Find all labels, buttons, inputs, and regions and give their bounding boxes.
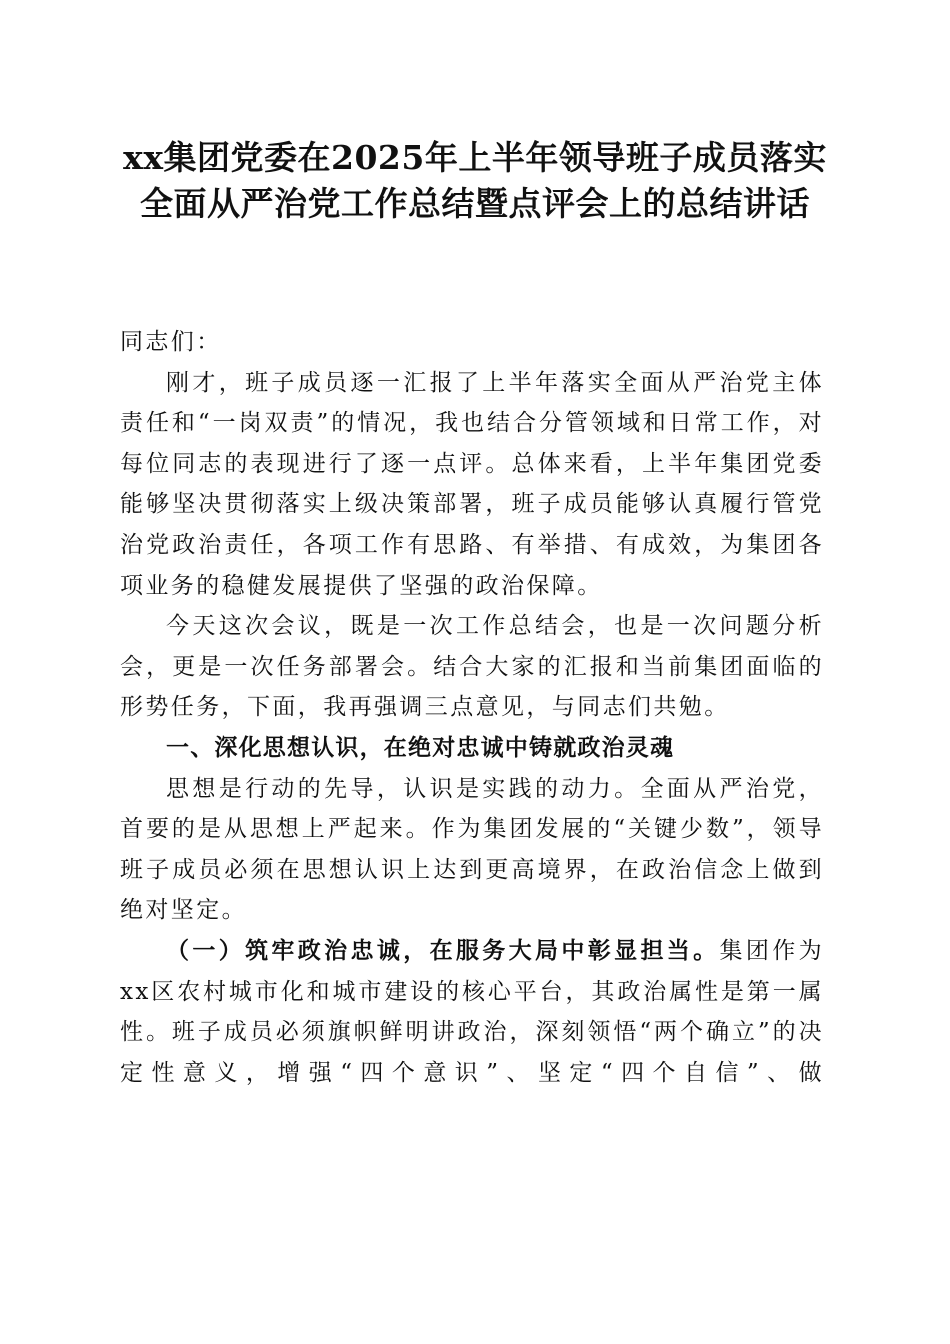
subsection-label-1: （一）筑牢政治忠诚，在服务大局中彰显担当。 — [166, 936, 720, 964]
document-body — [120, 322, 824, 1093]
section-heading-1: 一、深化思想认识，在绝对忠诚中铸就政治灵魂 — [166, 734, 675, 761]
document-title: xx集团党委在2025年上半年领导班子成员落实全面从严治党工作总结暨点评会上的总结讲话 — [123, 138, 827, 223]
subsection-text-1: 集团作为xx区农村城市化和城市建设的核心平台，其政治属性是第一属性。班子成员必须旗帜鲜明讲政治，深刻领悟“两个确立”的决定性意义，增强“四个意识”、坚定“四个自信”、做 — [120, 937, 824, 1086]
paragraph-subsection-1 — [120, 931, 824, 1093]
paragraph-section-1: 思想是行动的先导，认识是实践的动力。全面从严治党，首要的是从思想上严起来。作为集团发展的“关键少数”，领导班子成员必须在思想认识上达到更高境界，在政治信念上做到绝对坚定。 — [120, 775, 824, 924]
paragraph-opening: 刚才，班子成员逐一汇报了上半年落实全面从严治党主体责任和“一岗双责”的情况，我也结合分管领域和日常工作，对每位同志的表现进行了逐一点评。总体来看，上半年集团党委能够坚决贯彻落实上级决策部署，班子成员能够认真履行管党治党政治责任，各项工作有思路、有举措、有成效，为集团各项业务的稳健发展提供了坚强的政治保障。 — [120, 369, 824, 599]
paragraph-meeting: 今天这次会议，既是一次工作总结会，也是一次问题分析会，更是一次任务部署会。结合大家的汇报和当前集团面临的形势任务，下面，我再强调三点意见，与同志们共勉。 — [120, 613, 824, 721]
salutation: 同志们： — [120, 329, 222, 355]
